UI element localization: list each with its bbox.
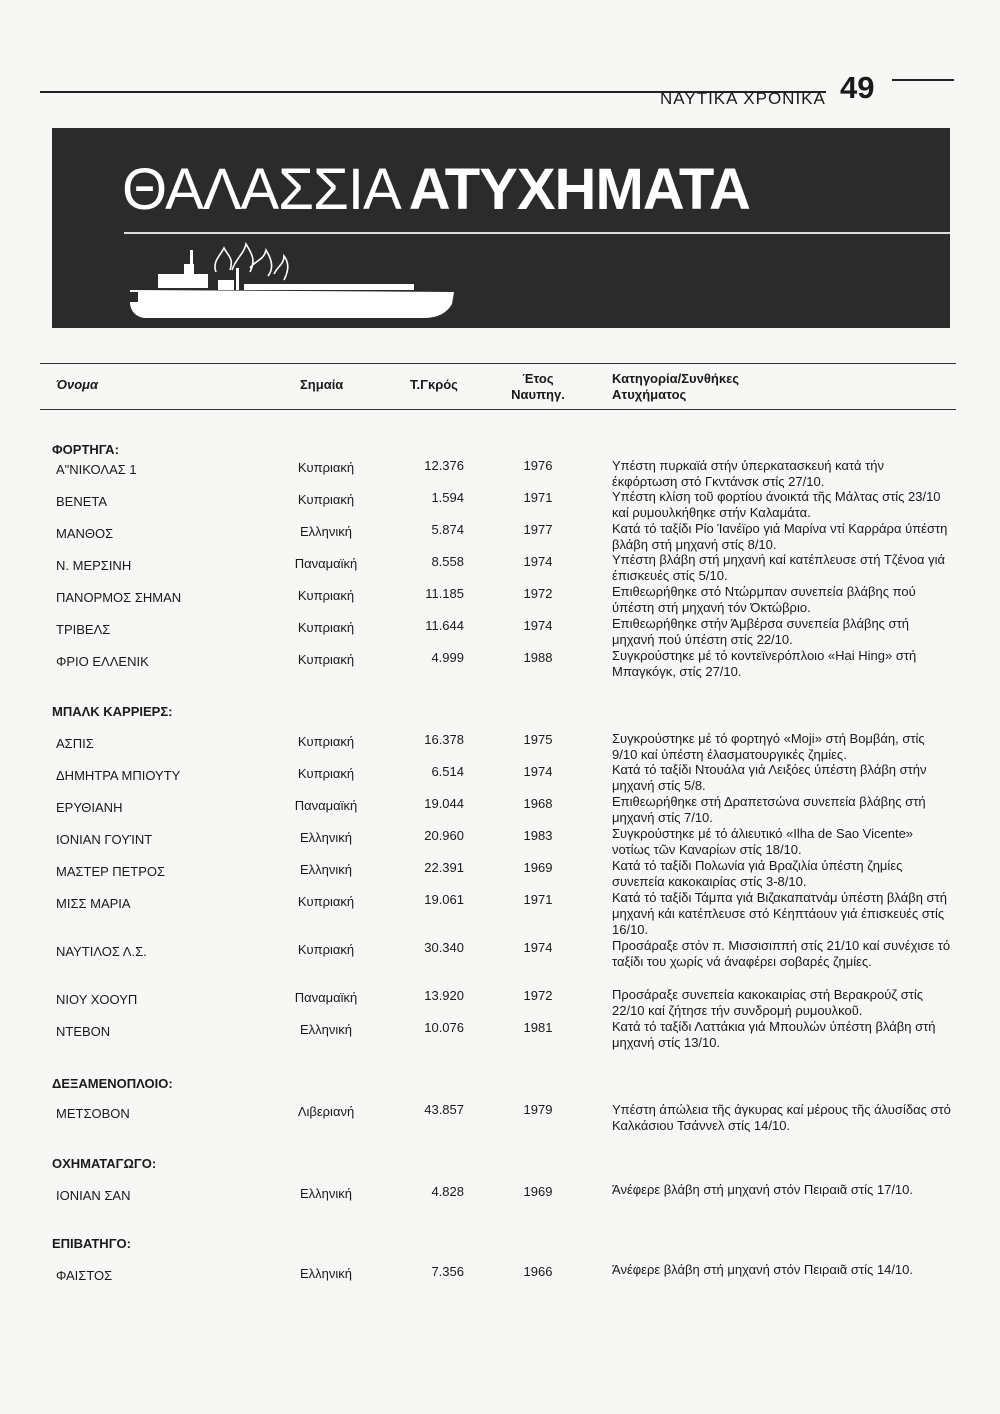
ship-flag: Ελληνική <box>299 524 353 539</box>
ship-year: 1972 <box>523 988 553 1003</box>
ship-name: ΜΑΣΤΕΡ ΠΕΤΡΟΣ <box>56 864 166 879</box>
ship-name: ΤΡΙΒΕΛΣ <box>56 622 111 637</box>
banner-rule <box>124 232 950 234</box>
col-header-flag: Σημαία <box>300 377 344 392</box>
ship-year: 1988 <box>523 650 553 665</box>
ship-name: ΠΑΝΟΡΜΟΣ ΣΗΜΑΝ <box>56 590 182 605</box>
ship-name: ΒΕΝΕΤΑ <box>56 494 108 509</box>
ship-year: 1975 <box>523 732 553 747</box>
incident-desc: Κατά τό ταξίδι Πολωνία γιά Βραζιλία ύπέστη ζημίες συνεπεία κακοκαιρίας στίς 3-8/10. <box>612 858 903 889</box>
ship-name: ΜΙΣΣ ΜΑΡΙΑ <box>56 896 131 911</box>
ship-gt: 11.185 <box>425 586 464 601</box>
section-banner <box>52 128 950 328</box>
incident-desc: Άνέφερε βλάβη στή μηχανή στόν Πειραιᾶ στίς 17/10. <box>612 1182 913 1197</box>
ship-flag: Κυπριακή <box>297 588 355 603</box>
ship-year: 1969 <box>523 1184 553 1199</box>
col-header-gt: Τ.Γκρός <box>410 377 458 392</box>
ship-year: 1971 <box>523 892 553 907</box>
ship-gt: 8.558 <box>431 554 464 569</box>
incident-desc: Επιθεωρήθηκε στό Ντώρμπαν συνεπεία βλάβης πού ύπέστη στή μηχανή τόν Όκτώβριο. <box>612 584 916 615</box>
ship-gt: 10.076 <box>424 1020 464 1035</box>
ship-year: 1966 <box>523 1264 553 1279</box>
ship-year: 1968 <box>523 796 553 811</box>
incident-desc: Συγκρούστηκε μέ τό άλιευτικό «Ilha de Sao Vicente» νοτίως τῶν Καναρίων στίς 18/10. <box>612 826 914 857</box>
incident-desc: Προσάραξε στόν π. Μισσισιππή στίς 21/10 καί συνέχισε τό ταξίδι του χωρίς νά άναφέρει σοβαρές ζημίες. <box>612 938 951 969</box>
ship-gt: 7.356 <box>431 1264 464 1279</box>
ship-flag: Κυπριακή <box>297 620 355 635</box>
ship-flag: Κυπριακή <box>297 460 355 475</box>
ship-flag: Κυπριακή <box>297 492 355 507</box>
incident-desc: Άνέφερε βλάβη στή μηχανή στόν Πειραιᾶ στίς 14/10. <box>612 1262 913 1277</box>
table-header-rule-bottom <box>40 409 956 410</box>
ship-name: ΜΕΤΣΟΒΟΝ <box>56 1106 130 1121</box>
ship-gt: 22.391 <box>424 860 464 875</box>
ship-name: ΦΑΙΣΤΟΣ <box>56 1268 113 1283</box>
incident-desc: Συγκρούστηκε μέ τό κοντεϊνερόπλοιο «Hai Hing» στή Μπαγκόγκ, στίς 27/10. <box>612 648 917 679</box>
col-header-desc: Κατηγορία/Συνθήκες Ατυχήματος <box>612 371 739 402</box>
ship-year: 1983 <box>523 828 553 843</box>
table-header-rule-top <box>40 363 956 364</box>
ship-year: 1974 <box>523 940 553 955</box>
section-title: ΦΟΡΤΗΓΑ: <box>52 442 119 457</box>
ship-year: 1981 <box>523 1020 553 1035</box>
ship-name: ΕΡΥΘΙΑΝΗ <box>56 800 123 815</box>
ship-gt: 4.828 <box>431 1184 464 1199</box>
ship-flag: Κυπριακή <box>297 766 355 781</box>
incident-desc: Κατά τό ταξίδι Τάμπα γιά Βιζακαπατνάμ ύπέστη βλάβη στή μηχανή κάι κατέπλευσε στό Κέηπτάουν γιά έπισκευές στίς 16/10. <box>612 890 947 937</box>
banner-title-bold: ΑΤΥΧΗΜΑΤΑ <box>408 157 750 222</box>
ship-flag: Λιβεριανή <box>297 1104 355 1119</box>
header-rule-right <box>892 79 954 81</box>
section-title: ΔΕΞΑΜΕΝΟΠΛΟΙΟ: <box>52 1076 173 1091</box>
ship-name: ΙΟΝΙΑΝ ΓΟΥΊΝΤ <box>56 832 153 847</box>
ship-gt: 13.920 <box>424 988 464 1003</box>
ship-gt: 30.340 <box>424 940 464 955</box>
incident-desc: Επιθεωρήθηκε στή Δραπετσώνα συνεπεία βλάβης στή μηχανή στίς 7/10. <box>612 794 926 825</box>
ship-gt: 1.594 <box>431 490 464 505</box>
ship-name: ΦΡΙΟ ΕΛΛΕΝΙΚ <box>56 654 149 669</box>
ship-flag: Παναμαϊκή <box>294 798 358 813</box>
ship-flag: Κυπριακή <box>297 894 355 909</box>
incident-desc: Προσάραξε συνεπεία κακοκαιρίας στή Βερακρούζ στίς 22/10 καί ζήτησε τήν συνδρομή ρυμουλκοῦ. <box>612 987 924 1018</box>
ship-gt: 16.378 <box>424 732 464 747</box>
incident-desc: Υπέστη βλάβη στή μηχανή καί κατέπλευσε στή Τζένοα γιά έπισκευές στίς 5/10. <box>612 552 946 583</box>
page-number: 49 <box>840 70 875 105</box>
ship-flag: Ελληνική <box>299 1186 353 1201</box>
ship-gt: 11.644 <box>425 618 464 633</box>
ship-gt: 43.857 <box>424 1102 464 1117</box>
incident-desc: Κατά τό ταξίδι Ρίο Ίανέϊρο γιά Μαρίνα ντί Καρράρα ύπέστη βλάβη στή μηχανή στίς 8/10. <box>612 521 948 552</box>
ship-name: ΜΑΝΘΟΣ <box>56 526 114 541</box>
col-header-year: Έτος Ναυπηγ. <box>511 371 565 402</box>
section-title: ΜΠΑΛΚ ΚΑΡΡΙΕΡΣ: <box>52 704 173 719</box>
ship-flag: Παναμαϊκή <box>294 556 358 571</box>
ship-year: 1977 <box>523 522 553 537</box>
ship-gt: 20.960 <box>424 828 464 843</box>
section-title: ΕΠΙΒΑΤΗΓΟ: <box>52 1236 131 1251</box>
ship-gt: 19.061 <box>424 892 464 907</box>
ship-flag: Κυπριακή <box>297 942 355 957</box>
ship-year: 1976 <box>523 458 553 473</box>
incident-desc: Υπέστη κλίση τοῦ φορτίου άνοικτά τῆς Μάλτας στίς 23/10 καί ρυμουλκήθηκε στήν Καλαμάτα. <box>612 489 941 520</box>
ship-gt: 19.044 <box>424 796 464 811</box>
ship-name: ΙΟΝΙΑΝ ΣΑΝ <box>56 1188 131 1203</box>
ship-year: 1974 <box>523 618 553 633</box>
ship-flag: Ελληνική <box>299 1266 353 1281</box>
ship-gt: 5.874 <box>431 522 464 537</box>
running-title: ΝΑΥΤΙΚΑ ΧΡΟΝΙΚΑ <box>660 89 826 108</box>
ship-name: ΔΗΜΗΤΡΑ ΜΠΙΟΥΤΥ <box>56 768 181 783</box>
ship-year: 1972 <box>523 586 553 601</box>
section-title: ΟΧΗΜΑΤΑΓΩΓΟ: <box>52 1156 157 1171</box>
banner-title-light: ΘΑΛΑΣΣΙΑ <box>122 157 401 222</box>
ship-name: Ν. ΜΕΡΣΙΝΗ <box>56 558 132 573</box>
incident-desc: Κατά τό ταξίδι Ντουάλα γιά Λειξόες ύπέστη βλάβη στήν μηχανή στίς 5/8. <box>612 762 927 793</box>
ship-gt: 4.999 <box>431 650 464 665</box>
ship-year: 1969 <box>523 860 553 875</box>
ship-name: ΝΤΕΒΟΝ <box>56 1024 111 1039</box>
ship-flag: Ελληνική <box>299 862 353 877</box>
ship-gt: 6.514 <box>431 764 464 779</box>
banner-title <box>122 156 750 223</box>
ship-flag: Κυπριακή <box>297 652 355 667</box>
incident-desc: Συγκρούστηκε μέ τό φορτηγό «Moji» στή Βομβάη, στίς 9/10 καί ύπέστη έλασματουργικές ζημίες. <box>612 731 925 762</box>
incident-desc: Υπέστη άπώλεια τῆς άγκυρας καί μέρους τῆς άλυσίδας στό Καλκάσιου Τσάννελ στίς 14/10. <box>612 1102 951 1133</box>
incident-desc: Επιθεωρήθηκε στήν Άμβέρσα συνεπεία βλάβης στή μηχανή πού ύπέστη στίς 22/10. <box>612 616 909 647</box>
ship-year: 1979 <box>523 1102 553 1117</box>
ship-flag: Κυπριακή <box>297 734 355 749</box>
ship-gt: 12.376 <box>424 458 464 473</box>
ship-name: ΝΙΟΥ ΧΟΟΥΠ <box>56 992 138 1007</box>
ship-name: ΑΣΠΙΣ <box>56 736 94 751</box>
ship-flag: Ελληνική <box>299 1022 353 1037</box>
burning-ship-icon <box>124 240 524 322</box>
ship-year: 1974 <box>523 764 553 779</box>
ship-name: Α"ΝΙΚΟΛΑΣ 1 <box>56 462 137 477</box>
incident-desc: Υπέστη πυρκαϊά στήν ύπερκατασκευή κατά τήν έκφόρτωση στό Γκντάνσκ στίς 27/10. <box>612 458 884 489</box>
ship-year: 1971 <box>523 490 553 505</box>
incident-desc: Κατά τό ταξίδι Λαττάκια γιά Μπουλών ύπέστη βλάβη στή μηχανή στίς 13/10. <box>612 1019 936 1050</box>
col-header-name: Όνομα <box>56 377 99 392</box>
ship-flag: Παναμαϊκή <box>294 990 358 1005</box>
ship-flag: Ελληνική <box>299 830 353 845</box>
ship-name: ΝΑΥΤΙΛΟΣ Λ.Σ. <box>56 944 147 959</box>
ship-year: 1974 <box>523 554 553 569</box>
